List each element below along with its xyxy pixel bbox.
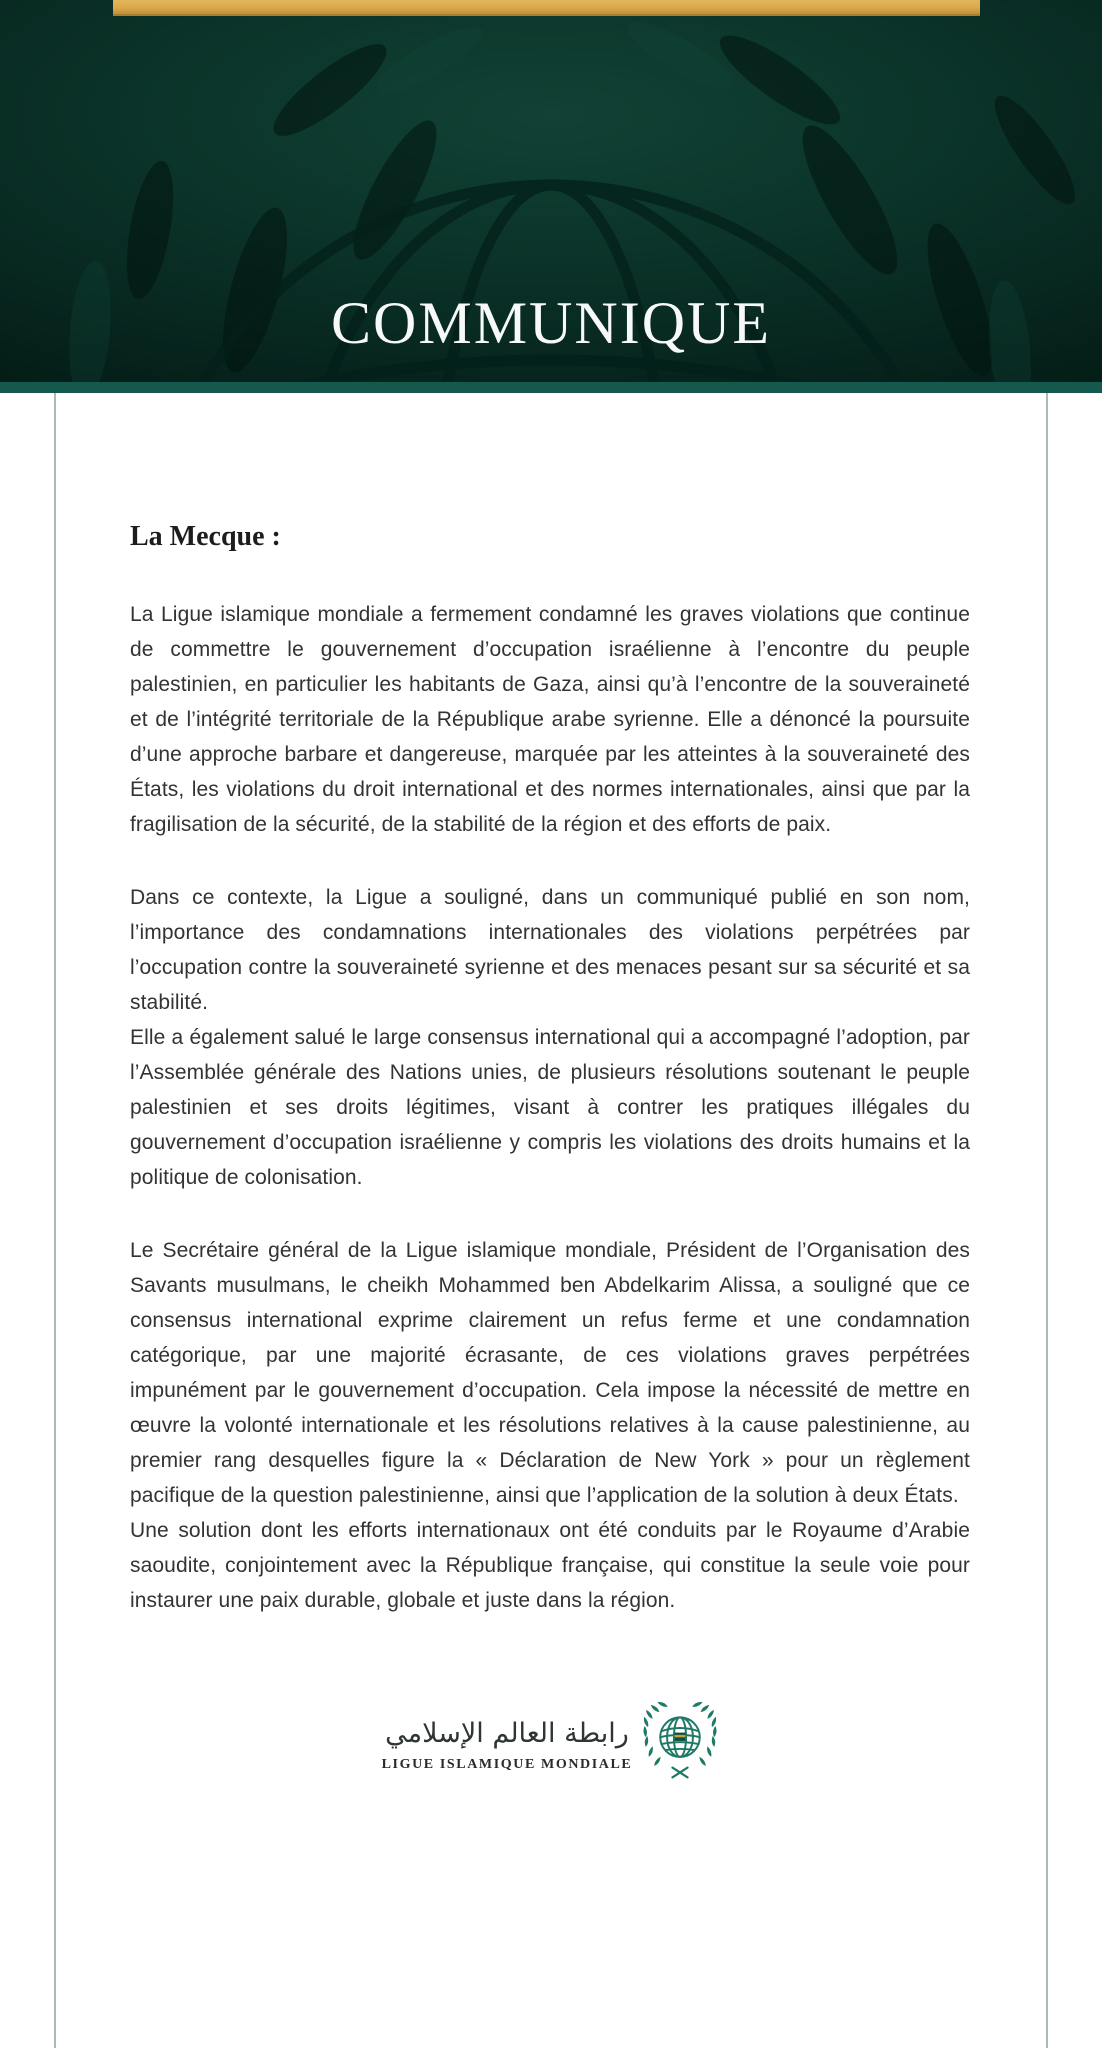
dateline-heading: La Mecque :	[130, 521, 281, 552]
gold-accent-bar	[113, 0, 980, 16]
teal-divider	[0, 382, 1102, 393]
page-title: COMMUNIQUE	[331, 290, 771, 356]
mwl-arabic-wordmark: رابطة العالم الإسلامي	[385, 1718, 629, 1750]
paragraph-5: Une solution dont les efforts internationaux ont été conduits par le Royaume d’Arabie saoudite, conjointement avec la République française, qui constitue la seule voie pour instaurer une paix durable, globale et juste dans la région.	[130, 1519, 970, 1612]
organization-logo	[130, 1702, 970, 1786]
mwl-french-wordmark: LIGUE ISLAMIQUE MONDIALE	[381, 1756, 633, 1772]
paragraph-3: Elle a également salué le large consensus international qui a accompagné l’adoption, par l’Assemblée générale des Nations unies, de plusieurs résolutions soutenant le peuple palestinien et ses droits légitimes, visant à contrer les pratiques illégales du gouvernement d’occupation israélienne y compris les violations des droits humains et la politique de colonisation.	[130, 1026, 970, 1189]
header-banner	[0, 0, 1102, 382]
paragraph-4: Le Secrétaire général de la Ligue islamique mondiale, Président de l’Organisation des Savants musulmans, le cheikh Mohammed ben Abdelkarim Alissa, a souligné que ce consensus international exprime clairement un refus ferme et une condamnation catégorique, par une majorité écrasante, de ces violations graves perpétrées impunément par le gouvernement d’occupation. Cela impose la nécessité de mettre en œuvre la volonté internationale et les résolutions relatives à la cause palestinienne, au premier rang desquelles figure la « Déclaration de New York » pour un règlement pacifique de la question palestinienne, ainsi que l’application de la solution à deux États.	[130, 1239, 970, 1507]
paragraph-2: Dans ce contexte, la Ligue a souligné, dans un communiqué publié en son nom, l’importance des condamnations internationales des violations perpétrées par l’occupation contre la souveraineté syrienne et des menaces pesant sur sa sécurité et sa stabilité.	[130, 886, 970, 1014]
globe-laurel-wreath-icon	[642, 1702, 718, 1786]
logo-wordmarks	[382, 1715, 633, 1773]
content-card	[54, 393, 1048, 2048]
paragraph-1: La Ligue islamique mondiale a fermement condamné les graves violations que continue de commettre le gouvernement d’occupation israélienne à l’encontre du peuple palestinien, en particulier les habitants de Gaza, ainsi qu’à l’encontre de la souveraineté et de l’intégrité territoriale de la République arabe syrienne. Elle a dénoncé la poursuite d’une approche barbare et dangereuse, marquée par les atteintes à la souveraineté des États, les violations du droit international et des normes internationales, ainsi que par la fragilisation de la sécurité, de la stabilité de la région et des efforts de paix.	[130, 603, 970, 836]
